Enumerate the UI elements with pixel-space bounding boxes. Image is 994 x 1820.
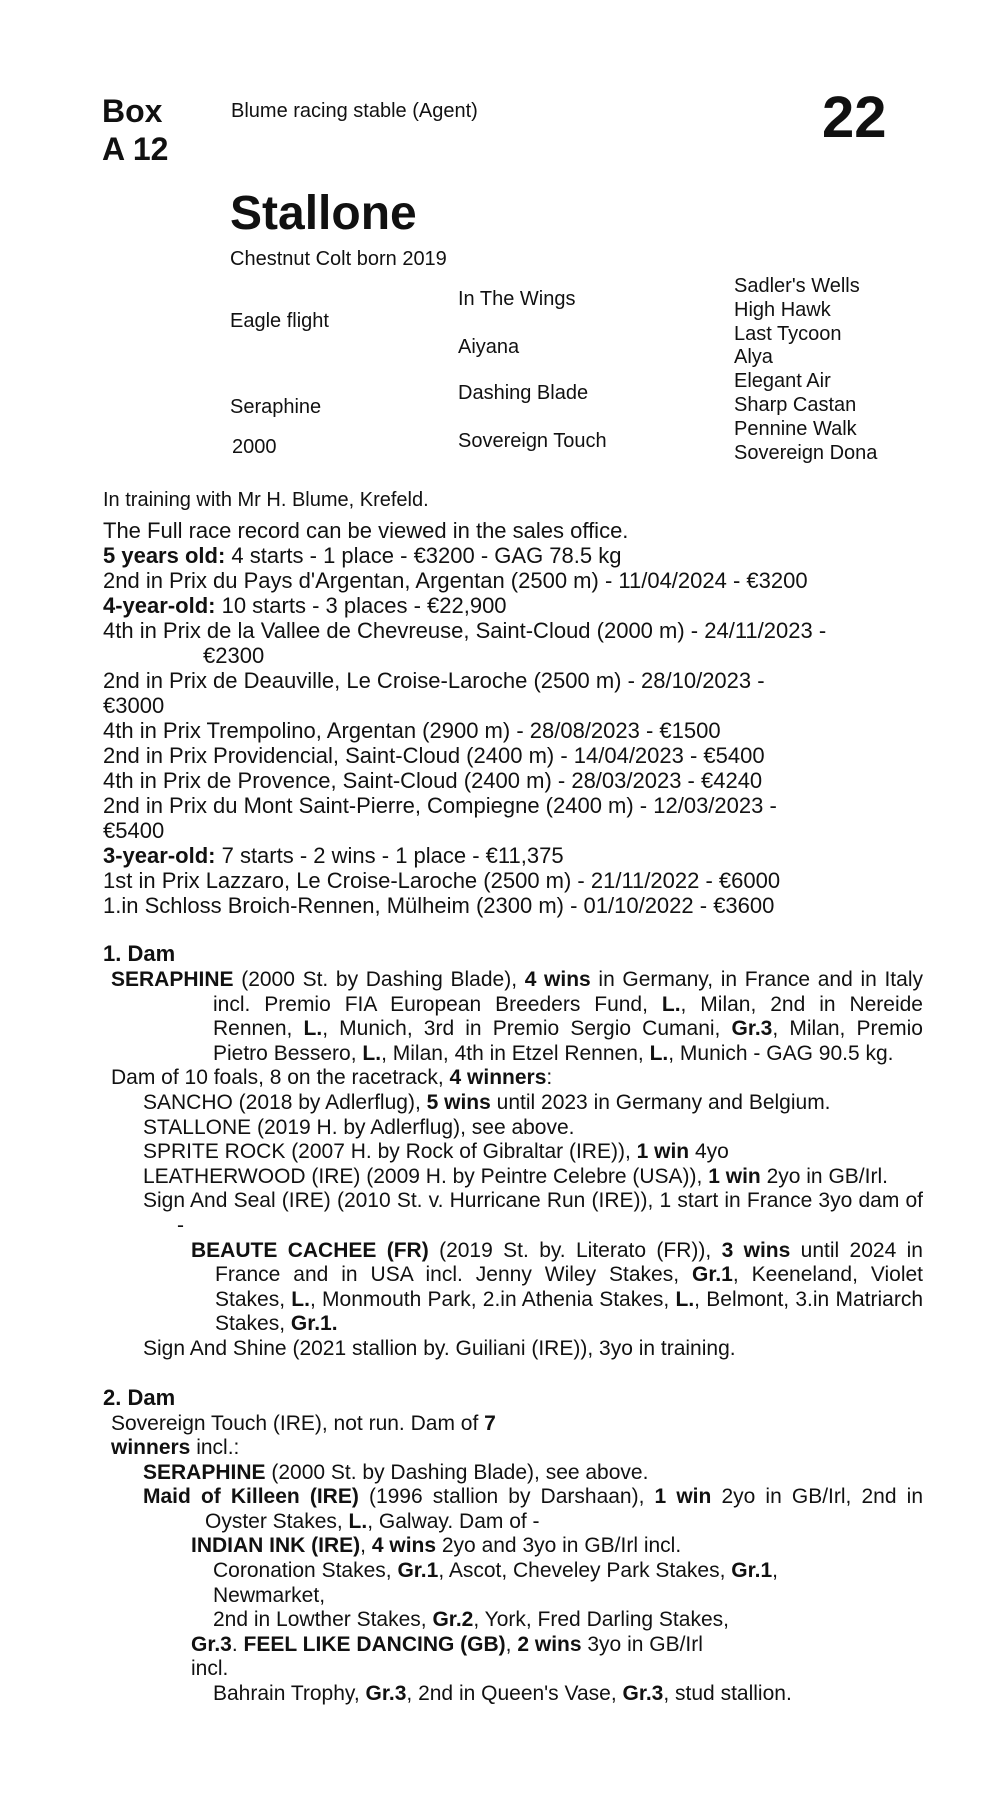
ggp-2: High Hawk	[734, 298, 831, 321]
ggp-6: Sharp Castan	[734, 393, 857, 416]
text: ,	[772, 1559, 778, 1583]
text: , Munich - GAG 90.5 kg.	[668, 1041, 894, 1065]
horse-name: Stallone	[230, 187, 417, 240]
dam2-feel-like-dancing	[103, 1633, 923, 1658]
text: Gr.1	[397, 1559, 439, 1583]
text: 1 win	[708, 1164, 761, 1188]
ggp-7: Pennine Walk	[734, 417, 857, 440]
race-line: 4th in Prix Trempolino, Argentan (2900 m) - 28/08/2023 - €1500	[103, 718, 721, 743]
pedigree-sire-sire: In The Wings	[458, 288, 576, 310]
pedigree-dam: Seraphine	[230, 396, 322, 418]
dam1-sancho	[103, 1091, 923, 1116]
text: L.	[675, 1287, 695, 1311]
dam2-bahrain	[103, 1682, 923, 1707]
record-3yo	[103, 843, 923, 868]
race-line: 2nd in Prix de Deauville, Le Croise-Laroche (2500 m) - 28/10/2023 -	[103, 668, 765, 693]
text: (1996 stallion by Darshaan),	[358, 1485, 655, 1509]
text: L.	[291, 1287, 310, 1311]
text: 4 winners	[449, 1066, 547, 1090]
ggp-8: Sovereign Dona	[734, 441, 878, 464]
text: Coronation Stakes,	[213, 1559, 398, 1583]
race-line: 2nd in Prix Providencial, Saint-Cloud (2400 m) - 14/04/2023 - €5400	[103, 743, 765, 768]
text: SPRITE ROCK (2007 H. by Rock of Gibraltar (IRE)),	[143, 1140, 637, 1164]
text: L.	[348, 1509, 368, 1533]
text: 4yo	[689, 1140, 729, 1164]
dam1-sign-and-shine: Sign And Shine (2021 stallion by. Guiliani (IRE)), 3yo in training.	[143, 1336, 736, 1360]
text: L.	[362, 1041, 382, 1065]
text: incl.:	[190, 1436, 240, 1460]
text: winners	[111, 1436, 191, 1460]
text: Gr.1	[731, 1559, 773, 1583]
text: L.	[649, 1041, 669, 1065]
dam1-beaute	[103, 1239, 923, 1337]
text: (2000 St. by Dashing Blade),	[233, 968, 525, 991]
race-line: €3000	[103, 693, 165, 718]
text: L.	[303, 1017, 323, 1041]
lot-number: 22	[822, 85, 887, 150]
text: , Ascot, Cheveley Park Stakes,	[438, 1559, 732, 1583]
text: 3 wins	[721, 1238, 791, 1262]
record-5yo	[103, 543, 923, 568]
race-record	[103, 518, 923, 918]
dam2-feel-incl: incl.	[191, 1657, 229, 1681]
text: 3yo in GB/Irl	[581, 1632, 703, 1656]
race-line: 2nd in Prix du Pays d'Argentan, Argentan (2500 m) - 11/04/2024 - €3200	[103, 568, 808, 593]
text: ,	[505, 1632, 518, 1656]
dam2-indian-ink-line4	[103, 1608, 923, 1633]
text: , stud stallion.	[663, 1682, 792, 1706]
record-5yo-head: 5 years old:	[103, 543, 226, 568]
text: , Keeneland, Violet Stakes,	[215, 1263, 923, 1311]
text: , York, Fred Darling Stakes,	[473, 1608, 729, 1632]
ggp-4: Alya	[734, 346, 773, 369]
text: Gr.1.	[290, 1312, 338, 1336]
record-4yo	[103, 593, 923, 618]
text: L.	[661, 992, 681, 1016]
dam2-indian-ink-line2	[103, 1559, 923, 1584]
text: 4 wins	[524, 968, 591, 991]
dam1-stallone: STALLONE (2019 H. by Adlerflug), see above.	[143, 1115, 575, 1139]
text: Gr.3	[191, 1632, 232, 1656]
race-line: 2nd in Prix du Mont Saint-Pierre, Compiegne (2400 m) - 12/03/2023 -	[103, 793, 777, 818]
text: FEEL LIKE DANCING (GB)	[243, 1632, 506, 1656]
text: INDIAN INK (IRE)	[191, 1534, 361, 1558]
pedigree-dam-year: 2000	[232, 436, 277, 458]
text: , Milan, 2nd in Nereide Rennen,	[213, 992, 923, 1041]
agent-name: Blume racing stable (Agent)	[231, 100, 478, 122]
text: SERAPHINE	[143, 1460, 266, 1484]
race-line: 1.in Schloss Broich-Rennen, Mülheim (2300 m) - 01/10/2022 - €3600	[103, 893, 775, 918]
text: Sovereign Touch (IRE), not run. Dam of	[111, 1411, 485, 1435]
box-label	[102, 92, 168, 168]
dam1-heading: 1. Dam	[103, 941, 176, 966]
text: Bahrain Trophy,	[213, 1682, 366, 1706]
text: Gr.3	[622, 1682, 664, 1706]
box-line-1: Box	[102, 93, 163, 129]
text: BEAUTE CACHEE (FR)	[191, 1238, 429, 1262]
text: 2yo in GB/Irl, 2nd in Oyster Stakes,	[205, 1485, 923, 1533]
text: 2nd in Lowther Stakes,	[213, 1608, 433, 1632]
race-line: 1st in Prix Lazzaro, Le Croise-Laroche (2500 m) - 21/11/2022 - €6000	[103, 868, 781, 893]
record-note: The Full race record can be viewed in the sales office.	[103, 518, 629, 543]
box-line-2: A 12	[102, 131, 169, 167]
race-line: €5400	[103, 818, 165, 843]
race-line: 4th in Prix de Provence, Saint-Cloud (2400 m) - 28/03/2023 - €4240	[103, 768, 763, 793]
dam2-indian-ink-line3: Newmarket,	[213, 1583, 326, 1607]
training-info: In training with Mr H. Blume, Krefeld.	[103, 489, 429, 511]
dam1-name: SERAPHINE	[111, 968, 234, 991]
ggp-1: Sadler's Wells	[734, 275, 860, 297]
text: 1 win	[654, 1485, 712, 1509]
dam1-sprite	[103, 1140, 923, 1165]
text: (2000 St. by Dashing Blade), see above.	[265, 1460, 649, 1484]
text: , Galway. Dam of -	[367, 1509, 540, 1533]
dam2-heading: 2. Dam	[103, 1384, 176, 1410]
text: Dam of 10 foals, 8 on the racetrack,	[111, 1066, 450, 1090]
race-line: €2300	[203, 643, 265, 668]
dam1-sign-and-seal: Sign And Seal (IRE) (2010 St. v. Hurricane Run (IRE)), 1 start in France 3yo dam of -	[143, 1189, 923, 1237]
text: .	[231, 1632, 244, 1656]
dam2-maid	[103, 1485, 923, 1534]
horse-description: Chestnut Colt born 2019	[230, 248, 447, 270]
text: 2yo and 3yo in GB/Irl incl.	[436, 1534, 682, 1558]
text: until 2024 in France and in USA incl. Jenny Wiley Stakes,	[215, 1238, 923, 1287]
ggp-3: Last Tycoon	[734, 322, 842, 345]
text: 2 wins	[517, 1632, 582, 1656]
text: 7	[484, 1411, 496, 1435]
record-3yo-text: 7 starts - 2 wins - 1 place - €11,375	[215, 843, 564, 868]
text: 5 wins	[426, 1090, 491, 1114]
text: until 2023 in Germany and Belgium.	[490, 1090, 831, 1114]
text: LEATHERWOOD (IRE) (2009 H. by Peintre Celebre (USA)),	[143, 1164, 709, 1188]
pedigree-dam-dam: Sovereign Touch	[458, 430, 607, 452]
text: , Belmont, 3.in Matriarch Stakes,	[215, 1287, 924, 1336]
dam1-leatherwood	[103, 1165, 923, 1190]
text: ,	[360, 1534, 372, 1558]
dam2-indian-ink	[103, 1534, 923, 1559]
text: , Milan, Premio Pietro Bessero,	[213, 1017, 923, 1065]
text: Gr.2	[432, 1608, 474, 1632]
text: Gr.1	[692, 1263, 733, 1287]
text: :	[546, 1066, 553, 1090]
text: Maid of Killeen (IRE)	[143, 1485, 359, 1509]
text: , Munich, 3rd in Premio Sergio Cumani,	[322, 1017, 732, 1041]
record-4yo-text: 10 starts - 3 places - €22,900	[215, 593, 507, 618]
text: SANCHO (2018 by Adlerflug),	[143, 1090, 427, 1114]
pedigree-sire: Eagle flight	[230, 310, 329, 332]
record-4yo-head: 4-year-old:	[103, 593, 216, 618]
dam2-seraphine	[103, 1461, 923, 1486]
pedigree-sire-dam: Aiyana	[458, 336, 520, 358]
text: , 2nd in Queen's Vase,	[406, 1682, 623, 1706]
text: 4 wins	[371, 1534, 437, 1558]
pedigree-great-grandparents	[734, 275, 877, 465]
ggp-5: Elegant Air	[734, 370, 831, 393]
text: 2yo in GB/Irl.	[760, 1164, 888, 1188]
dam2-intro	[103, 1412, 923, 1461]
text: in Germany, in France and in Italy incl. Premio FIA European Breeders Fund,	[213, 968, 923, 1016]
dam1-seraphine	[103, 968, 923, 1066]
text: Gr.3	[365, 1682, 407, 1706]
pedigree-dam-sire: Dashing Blade	[458, 382, 589, 404]
dam1-foals	[103, 1066, 923, 1091]
text: Gr.3	[731, 1017, 773, 1041]
record-5yo-text: 4 starts - 1 place - €3200 - GAG 78.5 kg	[225, 543, 622, 568]
text: (2019 St. by. Literato (FR)),	[428, 1238, 722, 1262]
text: , Monmouth Park, 2.in Athenia Stakes,	[309, 1287, 676, 1311]
text: 1 win	[636, 1140, 690, 1164]
record-3yo-head: 3-year-old:	[103, 843, 216, 868]
body-text	[103, 518, 923, 1707]
race-line: 4th in Prix de la Vallee de Chevreuse, Saint-Cloud (2000 m) - 24/11/2023 -	[103, 618, 827, 643]
text: , Milan, 4th in Etzel Rennen,	[381, 1041, 650, 1065]
